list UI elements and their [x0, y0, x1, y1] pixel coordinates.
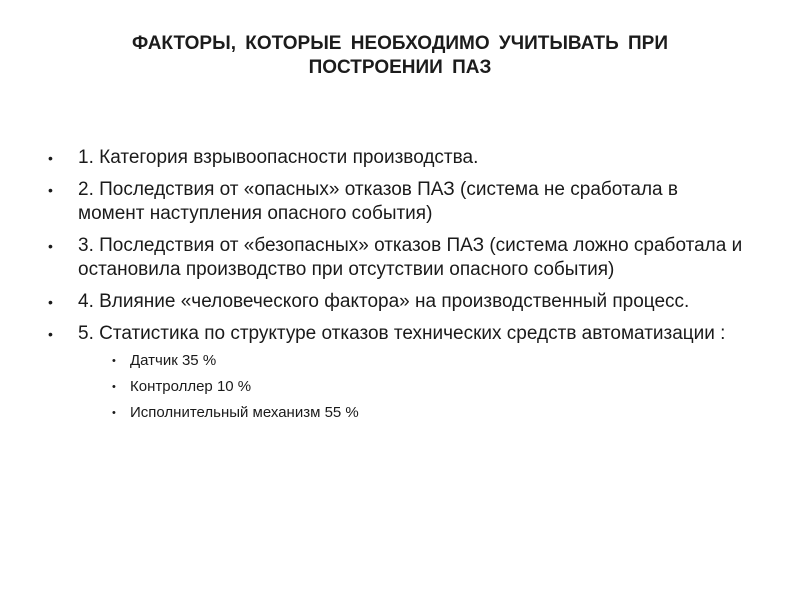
sub-bullet-text: Датчик 35 %: [130, 352, 217, 369]
sub-bullet-text: Контроллер 10 %: [130, 378, 252, 395]
sub-bullet-dot-icon: •: [112, 355, 116, 367]
bullet-item-4: [48, 290, 748, 314]
bullet-item-3: [48, 234, 748, 282]
bullet-dot-icon: •: [48, 150, 53, 166]
sub-bullet-item-3: [112, 404, 782, 422]
bullet-dot-icon: •: [48, 326, 53, 342]
bullet-list: [48, 146, 748, 430]
sub-bullet-dot-icon: •: [112, 407, 116, 419]
sub-bullet-item-2: [112, 378, 782, 396]
bullet-text: 5. Статистика по структуре отказов технических средств автоматизации :: [78, 323, 726, 344]
bullet-text: 4. Влияние «человеческого фактора» на производственный процесс.: [78, 291, 690, 312]
bullet-text: 3. Последствия от «безопасных» отказов ПАЗ (система ложно сработала и остановила производство при отсутствии опасного события): [78, 235, 743, 280]
bullet-dot-icon: •: [48, 238, 53, 254]
slide-title-line-1: ФАКТОРЫ, КОТОРЫЕ НЕОБХОДИМО УЧИТЫВАТЬ ПРИ: [131, 33, 669, 54]
sub-bullet-text: Исполнительный механизм 55 %: [130, 404, 359, 421]
bullet-item-2: [48, 178, 748, 226]
sub-bullet-item-1: [112, 352, 782, 370]
bullet-item-1: [48, 146, 748, 170]
bullet-text: 2. Последствия от «опасных» отказов ПАЗ (система не сработала в момент наступления опасного события): [78, 179, 678, 224]
bullet-dot-icon: •: [48, 182, 53, 198]
bullet-text: 1. Категория взрывоопасности производства.: [78, 147, 479, 168]
slide-title-line-2: ПОСТРОЕНИИ ПАЗ: [308, 57, 492, 78]
sub-bullet-dot-icon: •: [112, 381, 116, 393]
bullet-dot-icon: •: [48, 294, 53, 310]
bullet-item-5: [48, 322, 748, 422]
slide-title: [40, 32, 760, 80]
sub-bullet-list: [112, 352, 782, 422]
